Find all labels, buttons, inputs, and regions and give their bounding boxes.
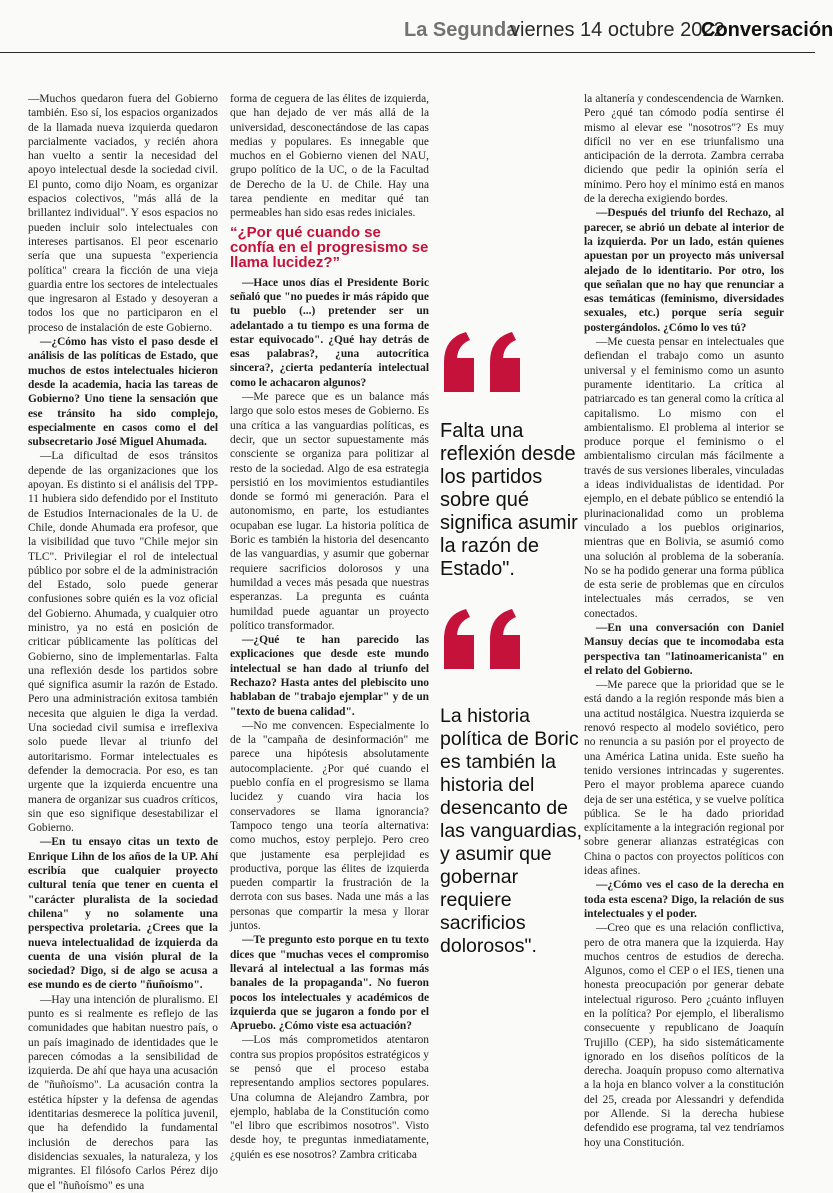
question-paragraph: —¿Cómo ves el caso de la derecha en toda esta escena? Digo, la relación de sus intelectuales y el poder. — [584, 879, 784, 920]
question-paragraph: —¿Cómo has visto el paso desde el análisis de las políticas de Estado, que muchos de estos intelectuales hicieron desde la academia, hacia las tareas de Gobierno? Uno tiene la sensación que ese tránsito ha sido complejo, especialmente en casos como el del subsecretario José Miguel Ahumada. — [28, 336, 218, 449]
article-column-2 — [230, 92, 429, 1161]
question-paragraph: —Después del triunfo del Rechazo, al parecer, se abrió un debate al interior de la izquierda. Por un lado, están quienes apuestan por un proyecto más universal alejado de lo identitario. Por otro, los que señalan que no hay que renunciar a esas temáticas (feminismo, diversidades sexuales, etc.) porque sería seguir postergándolos. ¿Cómo lo ves tú? — [584, 207, 784, 334]
answer-paragraph: —Me parece que la prioridad que se le está dando a la región responde más bien a una actitud nostálgica. Nuestra izquierda se renovó respecto al modelo soviético, pero no renuncia a su pasión por el proyecto de una América Latina unida. Este sueño ha tenido versiones intrincadas y sugerentes. Pero el mayor problema aparece cuando deja de ser una estética, y se vuelve política pública. Se le ha dado prioridad explícitamente a la integración regional por sobre generar alianzas estratégicas con China o pactos con proyectos políticos con ideas afines. — [584, 679, 784, 878]
pull-quote: La historia política de Boric es también la historia del desencanto de las vanguardias, y asumir que gobernar requiere sacrificios dolorosos". — [440, 705, 583, 957]
quote-mark-icon — [440, 605, 530, 673]
question-paragraph: —En una conversación con Daniel Mansuy decías que te incomodaba esta perspectiva tan "latinoamericanista" en el relato del Gobierno. — [584, 621, 784, 677]
issue-date: viernes 14 octubre 2022 — [510, 19, 725, 41]
answer-paragraph: —Creo que es una relación conflictiva, pero de otra manera que la izquierda. Hay muchos centros de estudios de derecha. Algunos, como el CEP o el IES, tienen una honesta preocupación por generar debate intelectual riguroso. Pero ¿cuánto influyen en la política? Por ejemplo, el liberalismo consecuente y republicano de Joaquín Trujillo (CEP), ha sido sistemáticamente ignorado en los diseños políticos de la derecha. Joaquín propuso como alternativa a la hoja en blanco volver a la constitución del 25, creada por Alessandri y defendida por Allende. Si la derecha hubiese defendido ese programa, tal vez tendríamos hoy una Constitución. — [584, 922, 784, 1149]
answer-paragraph: —Los más comprometidos atentaron contra sus propios propósitos estratégicos y se pensó que el proceso estaba representando amplios sectores populares. Una columna de Alejandro Zambra, por ejemplo, hablaba de la Constitución como "el libro que escribimos nosotros". Visto desde hoy, te preguntas inmediatamente, ¿quién es ese nosotros? Zambra criticaba — [230, 1034, 429, 1161]
question-paragraph: —En tu ensayo citas un texto de Enrique Lihn de los años de la UP. Ahí escribía que cualquier proyecto cultural tenía que tener en cuenta el "carácter pluralista de la sociedad chilena" y no solamente una perspectiva proletaria. ¿Crees que la nueva intelectualidad de izquierda da cuenta de una visión plural de la sociedad? Digo, si de algo se acusa a ese mundo es de cierto "ñuñoísmo". — [28, 836, 218, 992]
question-paragraph: —¿Qué te han parecido las explicaciones que desde este mundo intelectual se han dado al triunfo del Rechazo? Hasta antes del plebiscito uno hablaban de "trabajo ejemplar" y de un "texto de buena calidad". — [230, 634, 429, 718]
answer-paragraph: forma de ceguera de las élites de izquierda, que han dejado de ver más allá de la universidad, desconectándose de las capas medias y populares. Es innegable que muchos en el Gobierno vienen del NAU, grupo político de la UC, o de la Facultad de Derecho de la U. de Chile. Hay una tarea pendiente en meditar qué tan permeables han sido esas redes iniciales. — [230, 93, 429, 220]
article-column-3 — [584, 92, 784, 1149]
article-column-1 — [28, 92, 218, 1192]
answer-paragraph: —Hay una intención de pluralismo. El punto es si realmente es reflejo de las comunidades que habitan nuestro país, o un país imaginado de identidades que le parecen cómodas a la sensibilidad de izquierda. De ahí que haya una acusación de "ñuñoísmo". La acusación contra la estética hípster y la defensa de agendas identitarias desmerece la política juvenil, que ha defendido la fundamental inclusión de derechos para las disidencias sexuales, la naturaleza, y los migrantes. El filósofo Carlos Pérez dijo que el "ñuñoísmo" es una — [28, 993, 218, 1192]
answer-paragraph: —No me convencen. Especialmente lo de la "campaña de desinformación" me parece una hipótesis absolutamente autocomplaciente. ¿Por qué cuando el pueblo confía en el progresismo se llama lucidez y cuando vira hacia los conservadores se llama ignorancia? Tampoco tengo una teoría alternativa: como muchos, estoy perplejo. Pero creo que justamente esa perplejidad es productiva, porque las élites de izquierda pueden compartir la frustración de la derrota con sus bases. Nada une más a las personas que compartir la mesa y llorar juntos. — [230, 719, 429, 933]
quote-mark-icon — [440, 328, 530, 396]
answer-paragraph: —La dificultad de esos tránsitos depende de las organizaciones que los apoyan. Es distinto si el análisis del TPP-11 hubiera sido defendido por el Instituto de Estudios Internacionales de la U. de Chile, donde Ahumada era profesor, que la visibilidad que tuvo "Chile mejor sin TLC". Privilegiar el rol de intelectual público por sobre el de la administración del Estado, solo puede generar confusiones sobre quién es la voz oficial del Gobierno. Ahumada, y cualquier otro ministro, ya no está en posición de criticar públicamente las políticas del Gobierno, sino de implementarlas. Falta una reflexión desde los partidos sobre qué significa asumir la razón de Estado. Pero una administración exitosa también necesita que alguien le diga la verdad. Una sociedad civil sumisa e irreflexiva solo puede llevar al triunfo del autoritarismo. Formar intelectuales es defender la democracia. Por eso, es tan urgente que la izquierda encuentre una manera de organizar sus cuadros críticos, sin que eso signifique desestabilizar el Gobierno. — [28, 450, 218, 835]
answer-paragraph: —Muchos quedaron fuera del Gobierno también. Eso sí, los espacios organizados de la llamada nueva izquierda quedaron parcialmente vaciados, y recién ahora han vuelto a sentir la necesidad del apoyo intelectual desde la sociedad civil. El punto, como dijo Noam, es organizar espacios colectivos, "más allá de la brillantez individual". Y esos espacios no pueden incluir solo intelectuales con intereses partisanos. El peor escenario sería que una supuesta "experiencia política" creara la ficción de una vieja guardia entre los sectores de intelectuales que ingresaron al Estado y desoyeran a todos los que no participaron en el proceso de instalación de este Gobierno. — [28, 93, 218, 334]
question-paragraph: —Hace unos días el Presidente Boric señaló que "no puedes ir más rápido que tu pueblo (...) pretender ser un adelantado a tu tiempo es una forma de estar equivocado". ¿Qué hay detrás de esas palabras?, ¿una autocrítica sincera?, ¿cierta pedantería intelectual como le achacaron algunos? — [230, 276, 429, 389]
question-paragraph: —Te pregunto esto porque en tu texto dices que "muchas veces el compromiso llevará al intelectual a las formas más banales de la propaganda". No fueron pocos los intelectuales y académicos de izquierda que se jugaron a fondo por el Apruebo. ¿Cómo viste esa actuación? — [230, 934, 429, 1033]
pull-quote: Falta una reflexión desde los partidos sobre qué significa asumir la razón de Estado". — [440, 420, 578, 580]
newspaper-brand: La Segunda — [404, 19, 518, 41]
answer-paragraph: —Me parece que es un balance más largo que solo estos meses de Gobierno. Es una crítica a las vanguardias políticas, es decir, que un sector supuestamente más consciente se organiza para politizar al resto de la sociedad. Algo de esa estrategia persistió en los movimientos estudiantiles donde se formó mi generación. Para el autonomismo, en parte, los estudiantes ocupaban ese lugar. La historia política de Boric es también la historia del desencanto de las vanguardias, y asumir que gobernar requiere sacrificios dolorosos y una humildad a veces más pesada que nuestras esperanzas. La pregunta es cuánta humildad puede aguantar un proyecto político transformador. — [230, 391, 429, 632]
page-header — [0, 0, 833, 53]
section-heading: “¿Por qué cuando se confía en el progresismo se llama lucidez?” — [230, 223, 429, 271]
answer-paragraph: la altanería y condescendencia de Warnken. Pero ¿qué tan cómodo podía sentirse él mismo al elevar ese "nosotros"? Es muy difícil no ver en ese triunfalismo una anticipación de la derrota. Zambra cerraba diciendo que pedir la opinión sería el mínimo. Pero hoy el mínimo está en manos de la derecha exigiendo bordes. — [584, 93, 784, 206]
section-title: Conversación — [701, 19, 833, 41]
answer-paragraph: —Me cuesta pensar en intelectuales que defiendan el trabajo como un asunto universal y el feminismo como un asunto puramente identitario. La crítica al patriarcado es tan general como la crítica al capitalismo. Lo mismo con el ambientalismo. El problema al interior se produce porque el feminismo o el ambientalismo circulan más fácilmente a través de sus versiones liberales, vinculadas a ideas individualistas de identidad. Por ejemplo, en el debate público se entendió la plurinacionalidad como un problema vinculado a los pueblos originarios, mientras que en Bolivia, se asumió como una solución al problema de la soberanía. No se ha podido generar una forma pública de esta serie de problemas que en círculos intelectuales más cerrados, se ven conectados. — [584, 336, 784, 620]
